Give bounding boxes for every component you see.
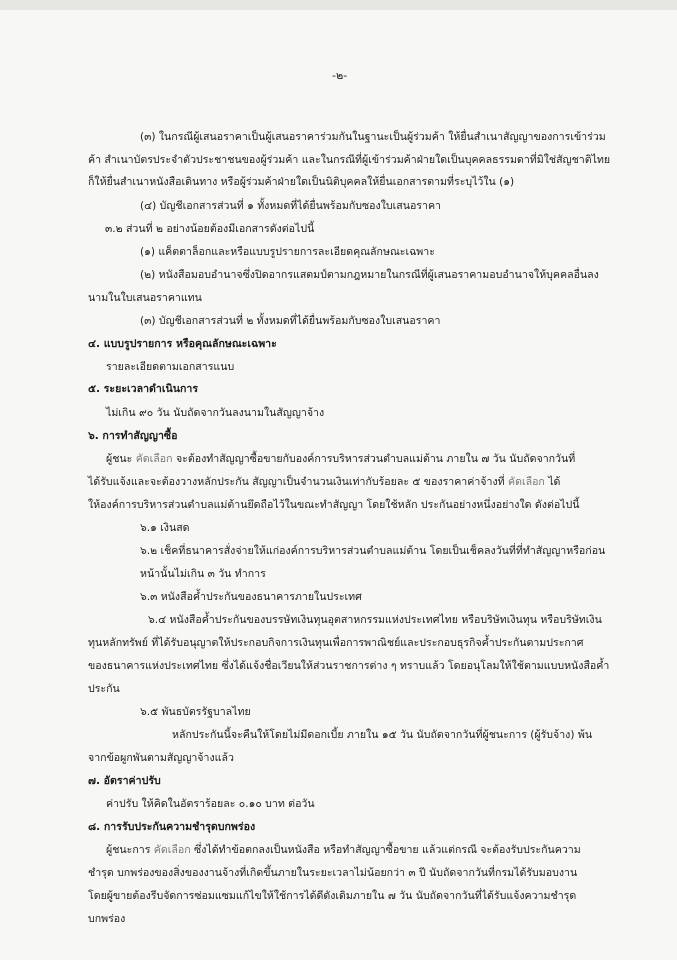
text-line: หลักประกันนี้จะคืนให้โดยไม่มีดอกเบี้ย ภายใน ๑๕ วัน นับถัดจากวันที่ผู้ชนะการ (ผู้รับจ้าง) พ้น: [172, 729, 593, 741]
text-line: รายละเอียดตามเอกสารแนบ: [106, 361, 235, 373]
section-heading: ๔. แบบรูปรายการ หรือคุณลักษณะเฉพาะ: [88, 338, 277, 350]
text-line: ๓.๒ ส่วนที่ ๒ อย่างน้อยต้องมีเอกสารดังต่อไปนี้: [105, 223, 315, 235]
text-line: ๖.๑ เงินสด: [140, 522, 190, 534]
text-line: โดยผู้ขายต้องรีบจัดการซ่อมแซมแก้ไขให้ใช้การได้ดีดังเดิมภายใน ๗ วัน นับถัดจากวันที่ได้รับแจ้งความชำรุด: [88, 890, 577, 902]
text-fragment: คัดเลือก: [135, 453, 173, 465]
section-heading: ๘. การรับประกันความชำรุดบกพร่อง: [88, 821, 256, 833]
text-line: (๒) หนังสือมอบอำนาจซึ่งปิดอากรแสตมป์ตามกฎหมายในกรณีที่ผู้เสนอราคามอบอำนาจให้บุคคลอื่นลง: [140, 269, 599, 281]
text-line: ชำรุด บกพร่องของสิ่งของงานจ้างที่เกิดขึ้นภายในระยะเวลาไม่น้อยกว่า ๓ ปี นับถัดจากวันที่กรมได้รับมอบงาน: [88, 867, 578, 879]
text-fragment: ได้: [548, 476, 561, 488]
text-line: บกพร่อง: [88, 913, 126, 925]
text-fragment: ได้รับแจ้งและจะต้องวางหลักประกัน สัญญาเป็นจำนวนเงินเท่ากับร้อยละ ๕ ของราคาค่าจ้างที่: [88, 476, 505, 488]
text-line: ประกัน: [88, 683, 120, 695]
text-line: [88, 475, 560, 489]
section-heading: ๕. ระยะเวลาดำเนินการ: [88, 383, 199, 395]
text-fragment: คัดเลือก: [507, 476, 545, 488]
page-number: -๒-: [332, 69, 348, 82]
text-line: ๖.๓ หนังสือค้ำประกันของธนาคารภายในประเทศ: [140, 591, 362, 603]
text-line: ไม่เกิน ๙๐ วัน นับถัดจากวันลงนามในสัญญาจ้าง: [106, 407, 325, 419]
text-line: (๓) ในกรณีผู้เสนอราคาเป็นผู้เสนอราคาร่วมกันในฐานะเป็นผู้ร่วมค้า ให้ยื่นสำเนาสัญญาของการเข้าร่วม: [140, 131, 606, 143]
text-line: ๖.๒ เช็คที่ธนาคารสั่งจ่ายให้แก่องค์การบริหารส่วนตำบลแม่ต้าน โดยเป็นเช็คลงวันที่ที่ทำสัญญาหรือก่อน: [140, 545, 606, 557]
text-line: (๓) บัญชีเอกสารส่วนที่ ๒ ทั้งหมดที่ได้ยื่นพร้อมกับซองใบเสนอราคา: [140, 315, 441, 327]
text-line: [106, 843, 581, 857]
text-line: (๑) แค็ตตาล็อกและหรือแบบรูปรายการละเอียดคุณลักษณะเฉพาะ: [140, 246, 435, 258]
text-line: ของธนาคารแห่งประเทศไทย ซึ่งได้แจ้งชื่อเวียนให้ส่วนราชการต่าง ๆ ทราบแล้ว โดยอนุโลมให้ใช้ตามแบบหนังสือค้ำ: [88, 660, 610, 672]
text-fragment: ผู้ชนะ: [106, 453, 133, 465]
text-line: จากข้อผูกพันตามสัญญาจ้างแล้ว: [88, 752, 234, 764]
text-line: ค้า สำเนาบัตรประจำตัวประชาชนของผู้ร่วมค้า และในกรณีที่ผู้เข้าร่วมค้าฝ่ายใดเป็นบุคคลธรรมดาที่มิใช่สัญชาติไทย: [88, 154, 611, 166]
text-fragment: จะต้องทำสัญญาซื้อขายกับองค์การบริหารส่วนตำบลแม่ต้าน ภายใน ๗ วัน นับถัดจากวันที่: [175, 453, 576, 465]
text-line: [106, 452, 575, 466]
section-heading: ๗. อัตราค่าปรับ: [88, 775, 161, 787]
text-line: หน้านั้นไม่เกิน ๓ วัน ทำการ: [140, 568, 266, 580]
text-line: ก็ให้ยื่นสำเนาหนังสือเดินทาง หรือผู้ร่วมค้าฝ่ายใดเป็นนิติบุคคลให้ยื่นเอกสารตามที่ระบุไว้ใน (๑): [88, 176, 515, 188]
text-fragment: คัดเลือก: [153, 844, 191, 856]
text-line: ๖.๔ หนังสือค้ำประกันของบรรษัทเงินทุนอุตสาหกรรมแห่งประเทศไทย หรือบริษัทเงินทุน หรือบริษัทเงิน: [148, 614, 602, 626]
text-line: ค่าปรับ ให้คิดในอัตราร้อยละ ๐.๑๐ บาท ต่อวัน: [106, 798, 315, 810]
scan-edge: [0, 0, 677, 10]
text-line: (๔) บัญชีเอกสารส่วนที่ ๑ ทั้งหมดที่ได้ยื่นพร้อมกับซองใบเสนอราคา: [140, 200, 441, 212]
text-line: ๖.๕ พันธบัตรรัฐบาลไทย: [140, 706, 251, 718]
text-fragment: ซึ่งได้ทำข้อตกลงเป็นหนังสือ หรือทำสัญญาซื้อขาย แล้วแต่กรณี จะต้องรับประกันความ: [194, 844, 581, 856]
text-line: ให้องค์การบริหารส่วนตำบลแม่ต้านยึดถือไว้ในขณะทำสัญญา โดยใช้หลัก ประกันอย่างหนึ่งอย่างใด ดังต่อไปนี้: [88, 499, 580, 511]
section-heading: ๖. การทำสัญญาซื้อ: [88, 430, 178, 442]
text-fragment: ผู้ชนะการ: [106, 844, 151, 856]
text-line: นามในใบเสนอราคาแทน: [88, 292, 202, 304]
text-line: ทุนหลักทรัพย์ ที่ได้รับอนุญาตให้ประกอบกิจการเงินทุนเพื่อการพาณิชย์และประกอบธุรกิจค้ำประกันตามประกาศ: [88, 637, 584, 649]
